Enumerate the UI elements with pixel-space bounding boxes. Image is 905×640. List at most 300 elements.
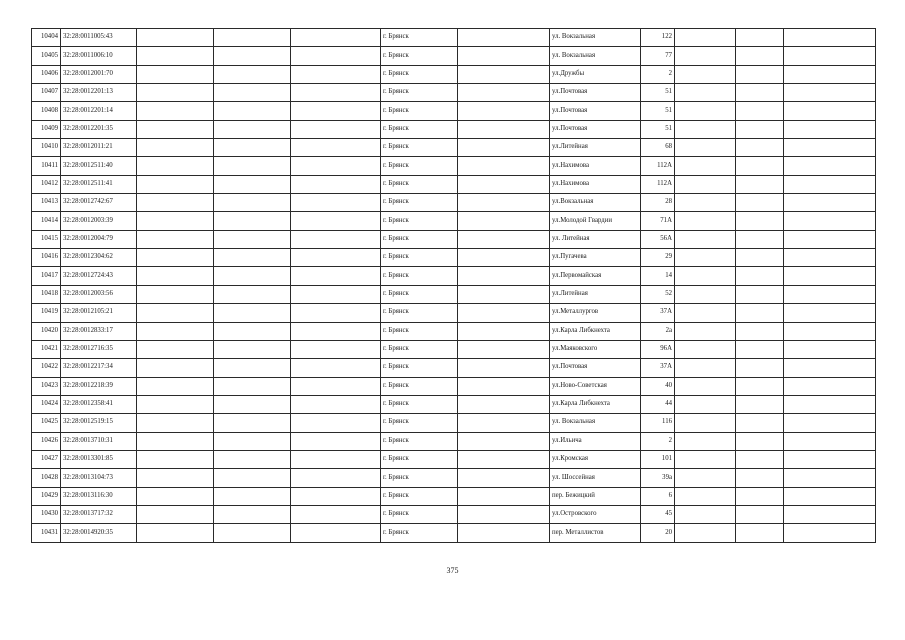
- row-number-cell: 10410: [32, 139, 61, 157]
- table-row: [32, 194, 876, 212]
- empty-cell: [736, 157, 784, 175]
- empty-cell: [137, 359, 214, 377]
- empty-cell: [675, 102, 736, 120]
- cadastral-number-cell: 32:28:0012201:14: [61, 102, 137, 120]
- empty-cell: [458, 212, 550, 230]
- city-cell: г. Брянск: [381, 505, 458, 523]
- row-number-cell: 10419: [32, 304, 61, 322]
- cadastral-number-cell: 32:28:0012105:21: [61, 304, 137, 322]
- cadastral-number-cell: 32:28:0012716:35: [61, 340, 137, 358]
- city-cell: г. Брянск: [381, 340, 458, 358]
- street-cell: ул.Почтовая: [550, 359, 641, 377]
- empty-cell: [458, 267, 550, 285]
- row-number-cell: 10429: [32, 487, 61, 505]
- empty-cell: [458, 450, 550, 468]
- city-cell: г. Брянск: [381, 267, 458, 285]
- table-row: [32, 249, 876, 267]
- empty-cell: [736, 102, 784, 120]
- empty-cell: [137, 304, 214, 322]
- empty-cell: [784, 359, 876, 377]
- cadastral-number-cell: 32:28:0012001:70: [61, 65, 137, 83]
- row-number-cell: 10431: [32, 524, 61, 542]
- empty-cell: [291, 175, 381, 193]
- house-number-cell: 2а: [641, 322, 675, 340]
- table-row: [32, 414, 876, 432]
- empty-cell: [784, 432, 876, 450]
- cadastral-number-cell: 32:28:0012833:17: [61, 322, 137, 340]
- table-row: [32, 395, 876, 413]
- house-number-cell: 77: [641, 47, 675, 65]
- empty-cell: [214, 505, 291, 523]
- empty-cell: [458, 432, 550, 450]
- street-cell: ул.Ново-Советская: [550, 377, 641, 395]
- empty-cell: [137, 157, 214, 175]
- row-number-cell: 10405: [32, 47, 61, 65]
- city-cell: г. Брянск: [381, 285, 458, 303]
- city-cell: г. Брянск: [381, 524, 458, 542]
- cadastral-number-cell: 32:28:0014920:35: [61, 524, 137, 542]
- empty-cell: [291, 157, 381, 175]
- empty-cell: [784, 230, 876, 248]
- street-cell: ул.Почтовая: [550, 120, 641, 138]
- cadastral-number-cell: 32:28:0012201:13: [61, 84, 137, 102]
- street-cell: ул.Литейная: [550, 139, 641, 157]
- empty-cell: [214, 377, 291, 395]
- cadastral-number-cell: 32:28:0011005:43: [61, 29, 137, 47]
- table-row: [32, 230, 876, 248]
- city-cell: г. Брянск: [381, 377, 458, 395]
- cadastral-number-cell: 32:28:0012003:56: [61, 285, 137, 303]
- cadastral-number-cell: 32:28:0012217:34: [61, 359, 137, 377]
- empty-cell: [137, 377, 214, 395]
- empty-cell: [736, 194, 784, 212]
- empty-cell: [214, 450, 291, 468]
- empty-cell: [291, 340, 381, 358]
- table-row: [32, 487, 876, 505]
- city-cell: г. Брянск: [381, 120, 458, 138]
- cadastral-number-cell: 32:28:0013104:73: [61, 469, 137, 487]
- city-cell: г. Брянск: [381, 47, 458, 65]
- empty-cell: [291, 469, 381, 487]
- house-number-cell: 2: [641, 65, 675, 83]
- city-cell: г. Брянск: [381, 469, 458, 487]
- street-cell: ул.Металлургов: [550, 304, 641, 322]
- empty-cell: [458, 230, 550, 248]
- empty-cell: [214, 65, 291, 83]
- cadastral-number-cell: 32:28:0013116:30: [61, 487, 137, 505]
- empty-cell: [137, 230, 214, 248]
- city-cell: г. Брянск: [381, 395, 458, 413]
- house-number-cell: 56А: [641, 230, 675, 248]
- empty-cell: [137, 139, 214, 157]
- house-number-cell: 68: [641, 139, 675, 157]
- city-cell: г. Брянск: [381, 432, 458, 450]
- table-row: [32, 139, 876, 157]
- table-row: [32, 322, 876, 340]
- empty-cell: [784, 194, 876, 212]
- house-number-cell: 112А: [641, 175, 675, 193]
- empty-cell: [784, 157, 876, 175]
- street-cell: ул.Нахимова: [550, 157, 641, 175]
- empty-cell: [291, 524, 381, 542]
- row-number-cell: 10415: [32, 230, 61, 248]
- city-cell: г. Брянск: [381, 304, 458, 322]
- empty-cell: [214, 395, 291, 413]
- row-number-cell: 10412: [32, 175, 61, 193]
- empty-cell: [214, 322, 291, 340]
- empty-cell: [137, 285, 214, 303]
- house-number-cell: 14: [641, 267, 675, 285]
- empty-cell: [675, 524, 736, 542]
- empty-cell: [675, 285, 736, 303]
- empty-cell: [291, 505, 381, 523]
- empty-cell: [675, 139, 736, 157]
- street-cell: ул.Почтовая: [550, 84, 641, 102]
- empty-cell: [214, 29, 291, 47]
- empty-cell: [458, 47, 550, 65]
- empty-cell: [736, 249, 784, 267]
- city-cell: г. Брянск: [381, 212, 458, 230]
- table-row: [32, 450, 876, 468]
- street-cell: ул. Вокзальная: [550, 29, 641, 47]
- city-cell: г. Брянск: [381, 102, 458, 120]
- empty-cell: [675, 194, 736, 212]
- empty-cell: [458, 304, 550, 322]
- empty-cell: [675, 340, 736, 358]
- table-row: [32, 304, 876, 322]
- cadastral-number-cell: 32:28:0012304:62: [61, 249, 137, 267]
- house-number-cell: 29: [641, 249, 675, 267]
- empty-cell: [675, 267, 736, 285]
- empty-cell: [675, 230, 736, 248]
- empty-cell: [214, 487, 291, 505]
- row-number-cell: 10409: [32, 120, 61, 138]
- row-number-cell: 10424: [32, 395, 61, 413]
- street-cell: ул.Дружбы: [550, 65, 641, 83]
- city-cell: г. Брянск: [381, 65, 458, 83]
- empty-cell: [291, 285, 381, 303]
- empty-cell: [291, 212, 381, 230]
- city-cell: г. Брянск: [381, 194, 458, 212]
- table-row: [32, 29, 876, 47]
- city-cell: г. Брянск: [381, 450, 458, 468]
- table-body: [32, 29, 876, 543]
- cadastral-number-cell: 32:28:0012358:41: [61, 395, 137, 413]
- empty-cell: [291, 47, 381, 65]
- empty-cell: [784, 322, 876, 340]
- cadastral-number-cell: 32:28:0012511:41: [61, 175, 137, 193]
- empty-cell: [214, 285, 291, 303]
- house-number-cell: 112А: [641, 157, 675, 175]
- empty-cell: [736, 450, 784, 468]
- empty-cell: [784, 102, 876, 120]
- empty-cell: [784, 29, 876, 47]
- row-number-cell: 10414: [32, 212, 61, 230]
- empty-cell: [736, 414, 784, 432]
- empty-cell: [784, 304, 876, 322]
- empty-cell: [784, 395, 876, 413]
- street-cell: ул.Молодой Гвардии: [550, 212, 641, 230]
- cadastral-number-cell: 32:28:0012742:67: [61, 194, 137, 212]
- street-cell: ул.Карла Либкнехта: [550, 322, 641, 340]
- empty-cell: [784, 450, 876, 468]
- empty-cell: [784, 47, 876, 65]
- row-number-cell: 10430: [32, 505, 61, 523]
- empty-cell: [137, 414, 214, 432]
- city-cell: г. Брянск: [381, 84, 458, 102]
- city-cell: г. Брянск: [381, 487, 458, 505]
- empty-cell: [137, 487, 214, 505]
- empty-cell: [137, 505, 214, 523]
- empty-cell: [291, 450, 381, 468]
- empty-cell: [291, 322, 381, 340]
- row-number-cell: 10413: [32, 194, 61, 212]
- street-cell: ул.Литейная: [550, 285, 641, 303]
- empty-cell: [675, 487, 736, 505]
- table-row: [32, 505, 876, 523]
- empty-cell: [137, 175, 214, 193]
- empty-cell: [784, 249, 876, 267]
- row-number-cell: 10422: [32, 359, 61, 377]
- empty-cell: [736, 487, 784, 505]
- empty-cell: [291, 267, 381, 285]
- empty-cell: [137, 212, 214, 230]
- house-number-cell: 28: [641, 194, 675, 212]
- empty-cell: [784, 414, 876, 432]
- empty-cell: [736, 120, 784, 138]
- street-cell: пер. Металлистов: [550, 524, 641, 542]
- cadastral-number-cell: 32:28:0013710:31: [61, 432, 137, 450]
- empty-cell: [784, 524, 876, 542]
- empty-cell: [137, 120, 214, 138]
- street-cell: ул. Литейная: [550, 230, 641, 248]
- house-number-cell: 52: [641, 285, 675, 303]
- house-number-cell: 40: [641, 377, 675, 395]
- empty-cell: [784, 212, 876, 230]
- city-cell: г. Брянск: [381, 29, 458, 47]
- empty-cell: [291, 377, 381, 395]
- table-row: [32, 340, 876, 358]
- empty-cell: [214, 359, 291, 377]
- empty-cell: [675, 505, 736, 523]
- empty-cell: [458, 65, 550, 83]
- row-number-cell: 10421: [32, 340, 61, 358]
- empty-cell: [291, 84, 381, 102]
- empty-cell: [214, 432, 291, 450]
- empty-cell: [784, 65, 876, 83]
- empty-cell: [675, 322, 736, 340]
- empty-cell: [675, 157, 736, 175]
- house-number-cell: 51: [641, 120, 675, 138]
- street-cell: ул. Вокзальная: [550, 414, 641, 432]
- empty-cell: [291, 120, 381, 138]
- empty-cell: [458, 249, 550, 267]
- row-number-cell: 10407: [32, 84, 61, 102]
- empty-cell: [675, 432, 736, 450]
- street-cell: ул. Вокзальная: [550, 47, 641, 65]
- empty-cell: [291, 29, 381, 47]
- empty-cell: [137, 102, 214, 120]
- empty-cell: [675, 395, 736, 413]
- empty-cell: [736, 432, 784, 450]
- empty-cell: [458, 524, 550, 542]
- empty-cell: [291, 304, 381, 322]
- empty-cell: [214, 249, 291, 267]
- empty-cell: [214, 524, 291, 542]
- empty-cell: [291, 414, 381, 432]
- empty-cell: [291, 395, 381, 413]
- house-number-cell: 71А: [641, 212, 675, 230]
- empty-cell: [736, 230, 784, 248]
- empty-cell: [458, 359, 550, 377]
- street-cell: ул.Нахимова: [550, 175, 641, 193]
- house-number-cell: 6: [641, 487, 675, 505]
- city-cell: г. Брянск: [381, 414, 458, 432]
- empty-cell: [458, 175, 550, 193]
- empty-cell: [214, 267, 291, 285]
- city-cell: г. Брянск: [381, 249, 458, 267]
- empty-cell: [214, 157, 291, 175]
- house-number-cell: 20: [641, 524, 675, 542]
- street-cell: ул. Шоссейная: [550, 469, 641, 487]
- empty-cell: [458, 84, 550, 102]
- page-number: 375: [446, 566, 459, 575]
- property-register-table: [31, 28, 876, 543]
- empty-cell: [458, 414, 550, 432]
- cadastral-number-cell: 32:28:0012519:15: [61, 414, 137, 432]
- empty-cell: [675, 47, 736, 65]
- empty-cell: [458, 139, 550, 157]
- cadastral-number-cell: 32:28:0012724:43: [61, 267, 137, 285]
- empty-cell: [458, 29, 550, 47]
- street-cell: ул.Пугачева: [550, 249, 641, 267]
- empty-cell: [458, 505, 550, 523]
- row-number-cell: 10426: [32, 432, 61, 450]
- empty-cell: [458, 469, 550, 487]
- table-row: [32, 212, 876, 230]
- empty-cell: [137, 340, 214, 358]
- empty-cell: [736, 267, 784, 285]
- empty-cell: [214, 414, 291, 432]
- street-cell: ул.Ильича: [550, 432, 641, 450]
- empty-cell: [214, 304, 291, 322]
- empty-cell: [458, 340, 550, 358]
- empty-cell: [675, 414, 736, 432]
- empty-cell: [784, 487, 876, 505]
- empty-cell: [736, 212, 784, 230]
- table-row: [32, 469, 876, 487]
- table-row: [32, 65, 876, 83]
- empty-cell: [784, 267, 876, 285]
- house-number-cell: 51: [641, 84, 675, 102]
- table-row: [32, 102, 876, 120]
- empty-cell: [458, 487, 550, 505]
- empty-cell: [675, 469, 736, 487]
- empty-cell: [736, 304, 784, 322]
- empty-cell: [736, 139, 784, 157]
- house-number-cell: 44: [641, 395, 675, 413]
- empty-cell: [675, 212, 736, 230]
- empty-cell: [784, 175, 876, 193]
- street-cell: пер. Бежицкий: [550, 487, 641, 505]
- street-cell: ул.Первомайская: [550, 267, 641, 285]
- empty-cell: [458, 377, 550, 395]
- row-number-cell: 10411: [32, 157, 61, 175]
- house-number-cell: 96А: [641, 340, 675, 358]
- street-cell: ул.Вокзальная: [550, 194, 641, 212]
- city-cell: г. Брянск: [381, 175, 458, 193]
- house-number-cell: 101: [641, 450, 675, 468]
- cadastral-number-cell: 32:28:0013301:85: [61, 450, 137, 468]
- house-number-cell: 116: [641, 414, 675, 432]
- empty-cell: [291, 139, 381, 157]
- empty-cell: [137, 395, 214, 413]
- empty-cell: [137, 267, 214, 285]
- cadastral-number-cell: 32:28:0011006:10: [61, 47, 137, 65]
- table-row: [32, 157, 876, 175]
- empty-cell: [736, 505, 784, 523]
- table-row: [32, 84, 876, 102]
- empty-cell: [736, 285, 784, 303]
- empty-cell: [736, 377, 784, 395]
- empty-cell: [736, 469, 784, 487]
- empty-cell: [736, 65, 784, 83]
- table-row: [32, 120, 876, 138]
- street-cell: ул.Карла Либкнехта: [550, 395, 641, 413]
- city-cell: г. Брянск: [381, 359, 458, 377]
- empty-cell: [736, 524, 784, 542]
- empty-cell: [214, 120, 291, 138]
- empty-cell: [736, 84, 784, 102]
- house-number-cell: 51: [641, 102, 675, 120]
- house-number-cell: 122: [641, 29, 675, 47]
- city-cell: г. Брянск: [381, 139, 458, 157]
- cadastral-number-cell: 32:28:0012511:40: [61, 157, 137, 175]
- empty-cell: [214, 102, 291, 120]
- empty-cell: [736, 175, 784, 193]
- empty-cell: [784, 120, 876, 138]
- row-number-cell: 10423: [32, 377, 61, 395]
- row-number-cell: 10408: [32, 102, 61, 120]
- empty-cell: [784, 377, 876, 395]
- empty-cell: [214, 212, 291, 230]
- empty-cell: [137, 524, 214, 542]
- empty-cell: [291, 249, 381, 267]
- empty-cell: [137, 249, 214, 267]
- empty-cell: [458, 322, 550, 340]
- empty-cell: [137, 65, 214, 83]
- table-row: [32, 377, 876, 395]
- row-number-cell: 10406: [32, 65, 61, 83]
- table-row: [32, 47, 876, 65]
- city-cell: г. Брянск: [381, 230, 458, 248]
- empty-cell: [137, 194, 214, 212]
- empty-cell: [736, 322, 784, 340]
- empty-cell: [736, 47, 784, 65]
- empty-cell: [458, 285, 550, 303]
- empty-cell: [675, 450, 736, 468]
- street-cell: ул.Маяковского: [550, 340, 641, 358]
- empty-cell: [784, 285, 876, 303]
- table-row: [32, 524, 876, 542]
- empty-cell: [458, 102, 550, 120]
- empty-cell: [291, 487, 381, 505]
- house-number-cell: 2: [641, 432, 675, 450]
- city-cell: г. Брянск: [381, 322, 458, 340]
- empty-cell: [784, 505, 876, 523]
- empty-cell: [291, 194, 381, 212]
- empty-cell: [291, 230, 381, 248]
